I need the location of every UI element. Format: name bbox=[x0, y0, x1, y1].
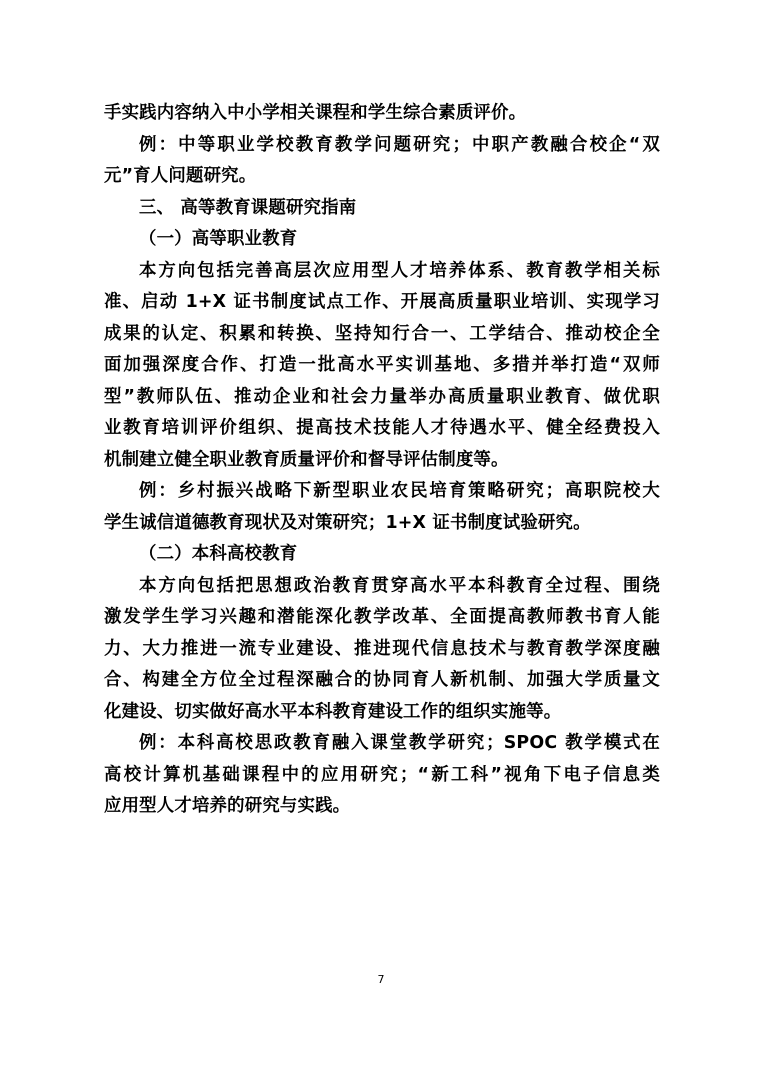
text-line: 手实践内容纳入中小学相关课程和学生综合素质评价。 bbox=[104, 103, 527, 123]
text-line: 准、启动 1+X 证书制度试点工作、开展高质量职业培训、实现学习 bbox=[104, 292, 660, 312]
text-line: 激发学生学习兴趣和潜能深化教学改革、全面提高教师教书育人能 bbox=[104, 607, 660, 627]
text-lines bbox=[104, 98, 660, 823]
text-line: 元”育人问题研究。 bbox=[104, 166, 257, 186]
document-body bbox=[104, 98, 660, 823]
text-line: 力、大力推进一流专业建设、推进现代信息技术与教育教学深度融 bbox=[104, 638, 660, 659]
text-line: 高校计算机基础课程中的应用研究；“新工科”视角下电子信息类 bbox=[104, 764, 660, 785]
text-line: 例：中等职业学校教育教学问题研究；中职产教融合校企“双 bbox=[139, 134, 660, 155]
text-line: 本方向包括把思想政治教育贯穿高水平本科教育全过程、围绕 bbox=[139, 575, 660, 596]
text-line: 应用型人才培养的研究与实践。 bbox=[104, 796, 351, 816]
text-line: 例：乡村振兴战略下新型职业农民培育策略研究；高职院校大 bbox=[139, 481, 660, 501]
text-line: 三、 高等教育课题研究指南 bbox=[139, 197, 357, 218]
text-line: 化建设、切实做好高水平本科教育建设工作的组织实施等。 bbox=[104, 701, 562, 722]
text-line: 成果的认定、积累和转换、坚持知行合一、工学结合、推动校企全 bbox=[104, 323, 660, 344]
text-line: 面加强深度合作、打造一批高水平实训基地、多措并举打造“双师 bbox=[104, 355, 660, 375]
text-line: 业教育培训评价组织、提高技术技能人才待遇水平、健全经费投入 bbox=[104, 418, 660, 438]
text-line: 型”教师队伍、推动企业和社会力量举办高质量职业教育、做优职 bbox=[104, 386, 660, 407]
text-line: 机制建立健全职业教育质量评价和督导评估制度等。 bbox=[104, 449, 509, 470]
page-number: 7 bbox=[377, 973, 385, 986]
text-line: （一）高等职业教育 bbox=[139, 229, 298, 249]
text-line: （二）本科高校教育 bbox=[139, 544, 298, 564]
text-line: 学生诚信道德教育现状及对策研究；1+X 证书制度试验研究。 bbox=[104, 512, 591, 533]
text-line: 例：本科高校思政教育融入课堂教学研究；SPOC 教学模式在 bbox=[139, 733, 660, 753]
text-line: 合、构建全方位全过程深融合的协同育人新机制、加强大学质量文 bbox=[104, 670, 660, 690]
text-line: 本方向包括完善高层次应用型人才培养体系、教育教学相关标 bbox=[139, 260, 660, 281]
